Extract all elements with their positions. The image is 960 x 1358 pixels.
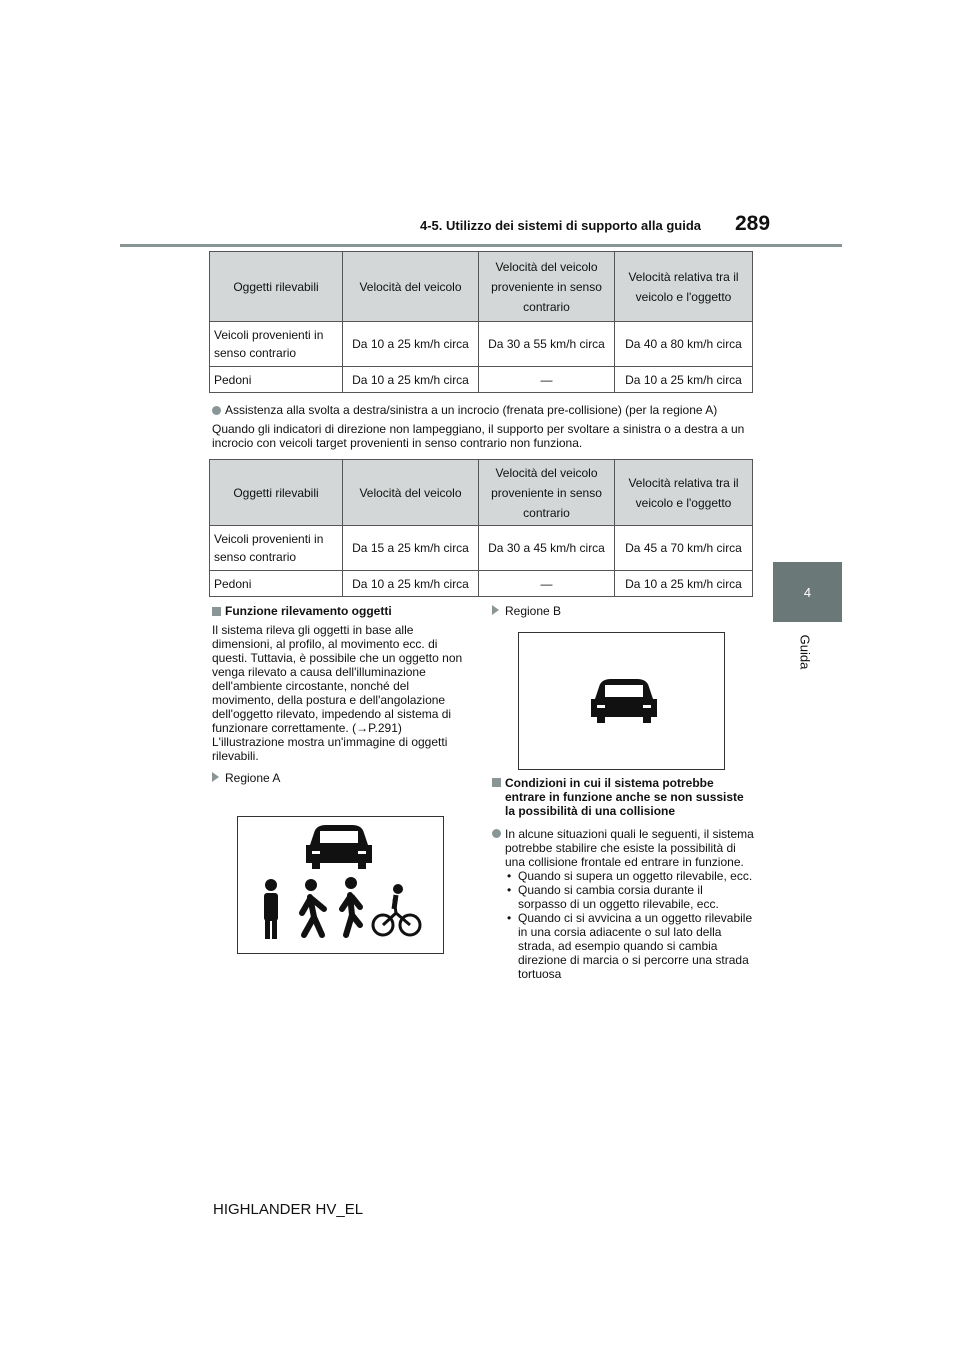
page-number: 289 xyxy=(735,212,771,235)
table-header-cell: Oggetti rilevabili xyxy=(210,252,343,322)
bicycle-icon xyxy=(373,884,420,935)
chapter-number: 4 xyxy=(803,584,812,600)
chapter-tab[interactable] xyxy=(773,562,842,622)
region-b-text: Regione B xyxy=(505,604,562,618)
region-b-label xyxy=(492,604,754,618)
table-row xyxy=(210,526,753,571)
region-a-text: Regione A xyxy=(225,771,281,785)
table-cell: Da 30 a 55 km/h circa xyxy=(479,322,615,367)
table-cell: Da 40 a 80 km/h circa xyxy=(615,322,753,367)
list-item: • Quando si supera un oggetto rilevabile, ecc. xyxy=(505,869,754,883)
table-row xyxy=(210,322,753,367)
table-cell: Veicoli provenienti in senso contrario xyxy=(210,526,343,571)
figure-region-b xyxy=(518,632,725,770)
section-heading-detection xyxy=(212,604,474,618)
car-icon xyxy=(306,825,372,869)
table-cell: Da 10 a 25 km/h circa xyxy=(343,322,479,367)
table-header-cell: Oggetti rilevabili xyxy=(210,460,343,526)
car-icon xyxy=(591,679,657,723)
triangle-bullet-icon xyxy=(212,772,219,782)
conditions-bullet-text: In alcune situazioni quali le seguenti, il sistema potrebbe stabilire che esiste la possibilità di una collisione frontale ed entrare in funzione. xyxy=(505,827,754,869)
table-header-cell: Velocità del veicolo xyxy=(343,460,479,526)
table-cell: Da 10 a 25 km/h circa xyxy=(343,571,479,597)
left-column xyxy=(212,604,474,785)
assist-bullet-text: Assistenza alla svolta a destra/sinistra a un incrocio (frenata pre-collisione) (per la regione A) xyxy=(225,403,718,417)
table-header-cell: Velocità del veicolo proveniente in senso contrario xyxy=(479,460,615,526)
square-bullet-icon xyxy=(492,778,501,787)
list-item: • Quando ci si avvicina a un oggetto rilevabile in una corsia adiacente o sul lato della strada, ad esempio quando si cambia direzione di marcia o si percorre una strada tortuosa xyxy=(505,911,754,981)
speed-table-1 xyxy=(209,251,753,393)
table-cell: Da 10 a 25 km/h circa xyxy=(615,367,753,393)
section-title: 4-5. Utilizzo dei sistemi di supporto alla guida xyxy=(420,218,701,233)
detection-body-2: L'illustrazione mostra un'immagine di oggetti rilevabili. xyxy=(212,735,448,763)
table-cell: Da 15 a 25 km/h circa xyxy=(343,526,479,571)
detectable-objects-illustration xyxy=(238,817,443,953)
table-header-cell: Velocità del veicolo proveniente in senso contrario xyxy=(479,252,615,322)
false-activation-section xyxy=(492,776,754,981)
table-row xyxy=(210,367,753,393)
bullet-icon xyxy=(492,829,501,838)
heading-text: Condizioni in cui il sistema potrebbe entrare in funzione anche se non sussiste la possibilità di una collisione xyxy=(505,776,744,818)
table-cell: Da 30 a 45 km/h circa xyxy=(479,526,615,571)
header-rule xyxy=(120,244,842,247)
detection-body: Il sistema rileva gli oggetti in base alle dimensioni, al profilo, al movimento ecc. di questi. Tuttavia, è possibile che un oggetto non venga rilevato a causa dell'illuminazione dell'ambiente circostante, nonché del movimento, della postura e dell'angolazione dell'oggetto rilevato, impedendo al sistema di funzionare correttamente. (→P.291) xyxy=(212,623,463,735)
table-cell: Da 10 a 25 km/h circa xyxy=(343,367,479,393)
heading-text: Funzione rilevamento oggetti xyxy=(225,604,392,618)
region-a-label xyxy=(212,771,474,785)
conditions-list xyxy=(505,869,754,981)
table-cell: — xyxy=(479,571,615,597)
section-heading-conditions xyxy=(492,776,754,818)
figure-region-a xyxy=(237,816,444,954)
assist-bullet xyxy=(212,403,752,417)
assist-text: Quando gli indicatori di direzione non lampeggiano, il supporto per svoltare a sinistra o a destra a un incrocio con veicoli target provenienti in senso contrario non funziona. xyxy=(212,422,745,450)
pedestrian-walking-icon xyxy=(302,879,324,935)
chapter-label-text: Guida xyxy=(797,634,813,670)
table-header-cell: Velocità del veicolo xyxy=(343,252,479,322)
pedestrian-standing-icon xyxy=(264,879,278,939)
table-cell: Veicoli provenienti in senso contrario xyxy=(210,322,343,367)
table-header-cell: Velocità relativa tra il veicolo e l'oggetto xyxy=(615,252,753,322)
table-header-row xyxy=(210,460,753,526)
bullet-icon xyxy=(212,406,221,415)
table-header-row xyxy=(210,252,753,322)
triangle-bullet-icon xyxy=(492,605,499,615)
detectable-vehicle-illustration xyxy=(519,633,724,769)
table-header-cell: Velocità relativa tra il veicolo e l'oggetto xyxy=(615,460,753,526)
table-cell: Da 10 a 25 km/h circa xyxy=(615,571,753,597)
speed-table-2 xyxy=(209,459,753,597)
table-cell: Pedoni xyxy=(210,367,343,393)
table-cell: Pedoni xyxy=(210,571,343,597)
table-cell: Da 45 a 70 km/h circa xyxy=(615,526,753,571)
conditions-bullet xyxy=(492,827,754,869)
footer-model: HIGHLANDER HV_EL xyxy=(213,1201,364,1218)
list-item: • Quando si cambia corsia durante il sorpasso di un oggetto rilevabile, ecc. xyxy=(505,883,754,911)
chapter-label xyxy=(780,632,830,672)
square-bullet-icon xyxy=(212,607,221,616)
pedestrian-running-icon xyxy=(342,877,360,935)
table-cell: — xyxy=(479,367,615,393)
table-row xyxy=(210,571,753,597)
